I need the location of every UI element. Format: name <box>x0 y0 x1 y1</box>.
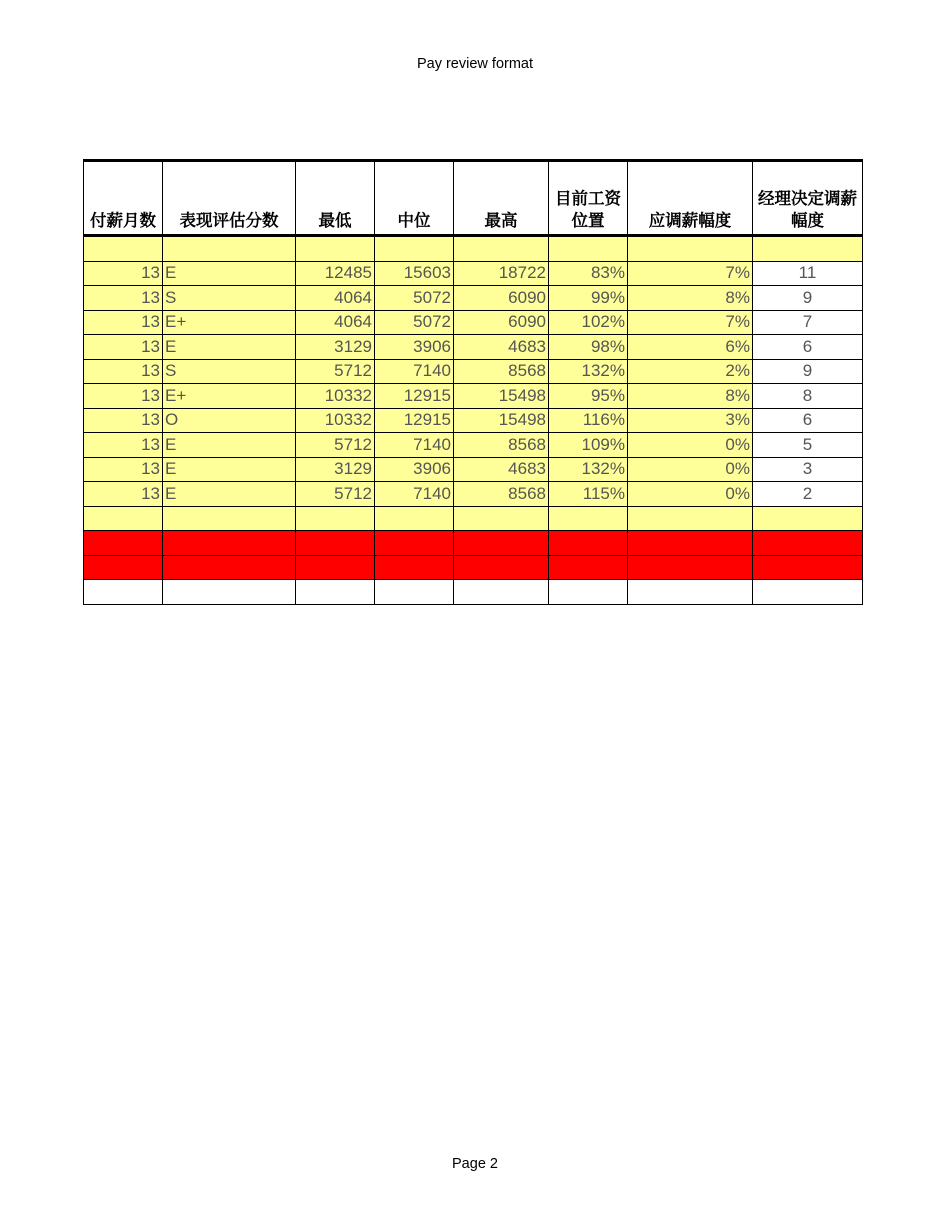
cell-pay-months[interactable]: 13 <box>84 286 163 311</box>
table-row <box>84 457 863 482</box>
cell-pay-months[interactable]: 13 <box>84 261 163 286</box>
empty-cell[interactable] <box>454 531 549 556</box>
cell-performance-score[interactable]: E <box>163 457 296 482</box>
cell-suggested-raise[interactable]: 7% <box>628 261 753 286</box>
empty-cell[interactable] <box>375 555 454 580</box>
cell-current-position[interactable]: 116% <box>549 408 628 433</box>
empty-cell[interactable] <box>454 555 549 580</box>
empty-cell[interactable] <box>163 236 296 262</box>
cell-performance-score[interactable]: O <box>163 408 296 433</box>
cell-mid[interactable]: 7140 <box>375 482 454 507</box>
cell-manager-raise[interactable]: 7 <box>753 310 863 335</box>
empty-cell[interactable] <box>84 580 163 605</box>
cell-min[interactable]: 12485 <box>296 261 375 286</box>
cell-manager-raise[interactable]: 5 <box>753 433 863 458</box>
alert-row <box>84 555 863 580</box>
cell-manager-raise[interactable]: 6 <box>753 335 863 360</box>
cell-max[interactable]: 15498 <box>454 384 549 409</box>
table-row <box>84 310 863 335</box>
cell-current-position[interactable]: 83% <box>549 261 628 286</box>
table-row <box>84 482 863 507</box>
cell-mid[interactable]: 7140 <box>375 433 454 458</box>
cell-mid[interactable]: 3906 <box>375 335 454 360</box>
empty-cell[interactable] <box>84 555 163 580</box>
cell-current-position[interactable]: 102% <box>549 310 628 335</box>
header-current-position: 目前工资位置 <box>549 161 628 236</box>
cell-pay-months[interactable]: 13 <box>84 482 163 507</box>
empty-cell[interactable] <box>375 580 454 605</box>
cell-max[interactable]: 8568 <box>454 482 549 507</box>
cell-max[interactable]: 8568 <box>454 433 549 458</box>
cell-min[interactable]: 4064 <box>296 310 375 335</box>
cell-pay-months[interactable]: 13 <box>84 335 163 360</box>
cell-suggested-raise[interactable]: 8% <box>628 286 753 311</box>
cell-manager-raise[interactable]: 8 <box>753 384 863 409</box>
empty-cell[interactable] <box>296 236 375 262</box>
header-max: 最高 <box>454 161 549 236</box>
empty-cell[interactable] <box>375 236 454 262</box>
table-row <box>84 286 863 311</box>
header-suggested-raise: 应调薪幅度 <box>628 161 753 236</box>
cell-mid[interactable]: 3906 <box>375 457 454 482</box>
empty-cell[interactable] <box>454 236 549 262</box>
cell-performance-score[interactable]: S <box>163 359 296 384</box>
cell-min[interactable]: 5712 <box>296 482 375 507</box>
empty-cell[interactable] <box>549 506 628 531</box>
empty-cell[interactable] <box>375 506 454 531</box>
cell-current-position[interactable]: 115% <box>549 482 628 507</box>
cell-min[interactable]: 10332 <box>296 384 375 409</box>
cell-pay-months[interactable]: 13 <box>84 359 163 384</box>
empty-cell[interactable] <box>549 236 628 262</box>
empty-cell[interactable] <box>628 555 753 580</box>
empty-cell[interactable] <box>296 555 375 580</box>
cell-max[interactable]: 6090 <box>454 310 549 335</box>
cell-max[interactable]: 4683 <box>454 335 549 360</box>
cell-performance-score[interactable]: E <box>163 335 296 360</box>
blank-row <box>84 236 863 262</box>
empty-cell[interactable] <box>84 506 163 531</box>
empty-cell[interactable] <box>84 236 163 262</box>
empty-cell[interactable] <box>753 506 863 531</box>
page-header: Pay review format <box>416 56 534 72</box>
empty-cell[interactable] <box>549 580 628 605</box>
cell-manager-raise[interactable]: 9 <box>753 286 863 311</box>
cell-performance-score[interactable]: E <box>163 261 296 286</box>
cell-max[interactable]: 6090 <box>454 286 549 311</box>
cell-pay-months[interactable]: 13 <box>84 408 163 433</box>
cell-min[interactable]: 10332 <box>296 408 375 433</box>
empty-cell[interactable] <box>628 236 753 262</box>
empty-cell[interactable] <box>753 580 863 605</box>
cell-pay-months[interactable]: 13 <box>84 457 163 482</box>
cell-performance-score[interactable]: E <box>163 433 296 458</box>
cell-min[interactable]: 4064 <box>296 286 375 311</box>
cell-pay-months[interactable]: 13 <box>84 310 163 335</box>
cell-performance-score[interactable]: E+ <box>163 310 296 335</box>
cell-mid[interactable]: 15603 <box>375 261 454 286</box>
cell-manager-raise[interactable]: 3 <box>753 457 863 482</box>
cell-manager-raise[interactable]: 9 <box>753 359 863 384</box>
empty-cell[interactable] <box>296 580 375 605</box>
cell-performance-score[interactable]: E <box>163 482 296 507</box>
page-footer: Page 2 <box>452 1156 498 1172</box>
empty-cell[interactable] <box>296 531 375 556</box>
cell-mid[interactable]: 12915 <box>375 384 454 409</box>
empty-cell[interactable] <box>753 531 863 556</box>
cell-suggested-raise[interactable]: 0% <box>628 482 753 507</box>
empty-cell[interactable] <box>163 580 296 605</box>
cell-mid[interactable]: 7140 <box>375 359 454 384</box>
empty-cell[interactable] <box>454 580 549 605</box>
table-row <box>84 384 863 409</box>
blank-row <box>84 506 863 531</box>
cell-suggested-raise[interactable]: 2% <box>628 359 753 384</box>
cell-suggested-raise[interactable]: 3% <box>628 408 753 433</box>
cell-current-position[interactable]: 132% <box>549 457 628 482</box>
empty-cell[interactable] <box>549 555 628 580</box>
cell-manager-raise[interactable]: 11 <box>753 261 863 286</box>
cell-max[interactable]: 8568 <box>454 359 549 384</box>
cell-min[interactable]: 5712 <box>296 359 375 384</box>
cell-current-position[interactable]: 95% <box>549 384 628 409</box>
cell-max[interactable]: 18722 <box>454 261 549 286</box>
empty-cell[interactable] <box>753 555 863 580</box>
empty-cell[interactable] <box>375 531 454 556</box>
header-performance-score: 表现评估分数 <box>163 161 296 236</box>
cell-pay-months[interactable]: 13 <box>84 433 163 458</box>
empty-cell[interactable] <box>549 531 628 556</box>
cell-max[interactable]: 4683 <box>454 457 549 482</box>
cell-current-position[interactable]: 132% <box>549 359 628 384</box>
cell-min[interactable]: 3129 <box>296 457 375 482</box>
empty-cell[interactable] <box>628 580 753 605</box>
empty-cell[interactable] <box>84 531 163 556</box>
cell-min[interactable]: 3129 <box>296 335 375 360</box>
cell-manager-raise[interactable]: 6 <box>753 408 863 433</box>
cell-mid[interactable]: 12915 <box>375 408 454 433</box>
empty-cell[interactable] <box>753 236 863 262</box>
empty-cell[interactable] <box>163 531 296 556</box>
cell-performance-score[interactable]: S <box>163 286 296 311</box>
header-manager-raise: 经理决定调薪幅度 <box>753 161 863 236</box>
table-row <box>84 335 863 360</box>
cell-mid[interactable]: 5072 <box>375 286 454 311</box>
header-pay-months: 付薪月数 <box>84 161 163 236</box>
table-row <box>84 408 863 433</box>
empty-cell[interactable] <box>628 531 753 556</box>
header-min: 最低 <box>296 161 375 236</box>
alert-row <box>84 531 863 556</box>
cell-pay-months[interactable]: 13 <box>84 384 163 409</box>
cell-min[interactable]: 5712 <box>296 433 375 458</box>
cell-suggested-raise[interactable]: 0% <box>628 433 753 458</box>
header-mid: 中位 <box>375 161 454 236</box>
empty-cell[interactable] <box>454 506 549 531</box>
cell-suggested-raise[interactable]: 0% <box>628 457 753 482</box>
header-row <box>84 161 863 236</box>
cell-manager-raise[interactable]: 2 <box>753 482 863 507</box>
empty-cell[interactable] <box>163 555 296 580</box>
empty-cell[interactable] <box>296 506 375 531</box>
cell-mid[interactable]: 5072 <box>375 310 454 335</box>
cell-current-position[interactable]: 98% <box>549 335 628 360</box>
table-row <box>84 433 863 458</box>
cell-suggested-raise[interactable]: 8% <box>628 384 753 409</box>
blank-row <box>84 580 863 605</box>
cell-current-position[interactable]: 109% <box>549 433 628 458</box>
empty-cell[interactable] <box>163 506 296 531</box>
pay-review-table <box>83 159 863 605</box>
cell-current-position[interactable]: 99% <box>549 286 628 311</box>
table-row <box>84 359 863 384</box>
cell-suggested-raise[interactable]: 6% <box>628 335 753 360</box>
empty-cell[interactable] <box>628 506 753 531</box>
cell-performance-score[interactable]: E+ <box>163 384 296 409</box>
cell-suggested-raise[interactable]: 7% <box>628 310 753 335</box>
cell-max[interactable]: 15498 <box>454 408 549 433</box>
table-row <box>84 261 863 286</box>
